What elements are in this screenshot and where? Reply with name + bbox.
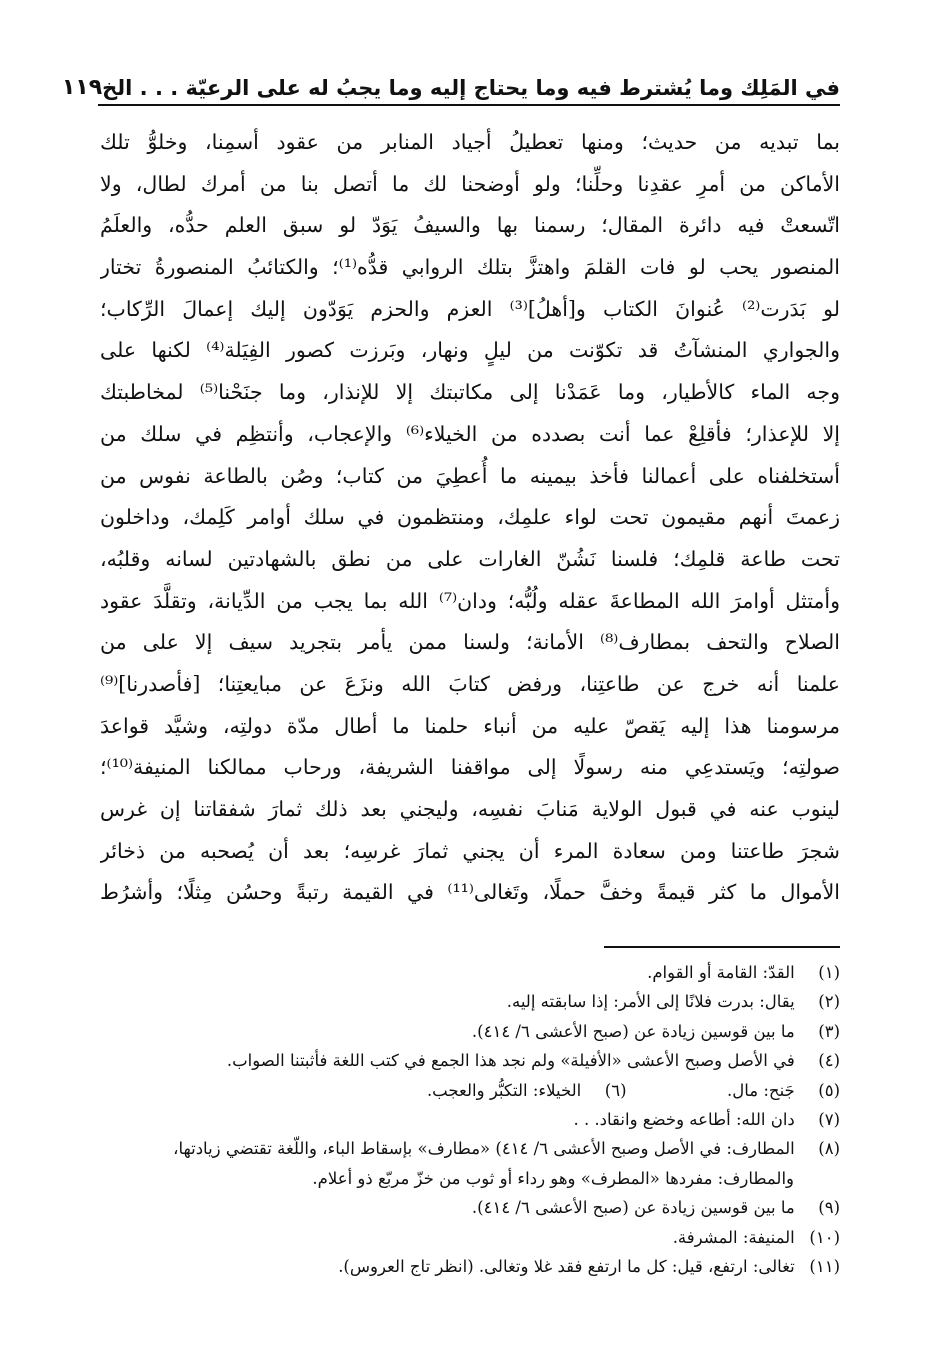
footnotes bbox=[100, 958, 840, 1281]
text-line: بما تبديه من حديث؛ ومنها تعطيلُ أجياد المنابر من عقود أسمِنا، وخلوُّ تلك bbox=[100, 130, 840, 154]
footnote-number: (٧) bbox=[818, 1109, 840, 1129]
footnote-number: (٨) bbox=[818, 1139, 840, 1159]
text-line: الأماكن من أمرِ عقدِنا وحلِّنا؛ ولو أوضحنا لك ما أتصل بنا من أمرك لطال، ولا bbox=[100, 171, 840, 196]
footnote-number: (٦) bbox=[604, 1080, 627, 1100]
header-divider bbox=[98, 104, 840, 106]
footnote-number: (٤) bbox=[818, 1051, 840, 1071]
footnote-text: جَنح: مال. bbox=[727, 1080, 795, 1100]
footnote bbox=[100, 1252, 840, 1281]
text-line: مرسومنا هذا إليه يَقصّ عليه من أنباء حلمنا ما أطال مدّة دولتِه، وشيَّد قواعدَ bbox=[100, 713, 840, 738]
footnote-text: القدّ: القامة أو القوام. bbox=[647, 963, 795, 982]
chapter-title: في المَلِك وما يُشترط فيه وما يحتاج إليه وما يجبُ له على الرعيّة . . . الخ bbox=[102, 76, 840, 100]
footnote-number: (١) bbox=[818, 963, 840, 982]
text-line: زعمتَ أنهم مقيمون تحت لواء علمِك، ومنتظمون في سلك أوامر كَلِمك، وداخلون bbox=[100, 505, 840, 530]
footnote-text: تغالى: ارتفع، قيل: كل ما ارتفع فقد غلا وتغالى. (انظر تاج العروس). bbox=[338, 1256, 795, 1276]
footnote-number: (١١) bbox=[809, 1256, 840, 1276]
footnote bbox=[100, 1046, 840, 1075]
footnote-text: في الأصل وصبح الأعشى «الأفيلة» ولم نجد هذا الجمع في كتب اللغة فأثبتنا الصواب. bbox=[226, 1051, 795, 1071]
text-line: والجواري المنشآتُ قد تكوّنت من ليلٍ ونهار، وبَرزت كصور الفِيَلة⁽⁴⁾ لكنها على bbox=[100, 338, 840, 363]
footnote-number: (٩) bbox=[818, 1198, 840, 1218]
footnote-number: (٣) bbox=[818, 1021, 840, 1041]
footnote bbox=[100, 1193, 840, 1222]
footnote-number: (٥) bbox=[818, 1080, 840, 1100]
footnote-number: (٢) bbox=[818, 992, 840, 1012]
footnote bbox=[100, 987, 840, 1016]
text-line: وجه الماء كالأطيار، وما عَمَدْنا إلى مكاتبتك إلا للإنذار، وما جنَحْنا⁽⁵⁾ لمخاطبتك bbox=[100, 380, 840, 405]
footnote bbox=[100, 958, 840, 987]
text-line: علمنا أنه خرج عن طاعتِنا، ورفض كتابَ الله ونزَعَ عن مبايعتِنا؛ [فأصدرنا]⁽⁹⁾ bbox=[100, 671, 840, 696]
footnote-text: ما بين قوسين زيادة عن (صبح الأعشى ٦/ ٤١٤). bbox=[471, 1021, 795, 1041]
footnote bbox=[100, 1076, 840, 1105]
text-line: الأموال ما كثر قيمةً وخفَّ حملًا، وتَغالى⁽¹¹⁾ في القيمة رتبةً وحسُن مِثلًا؛ وأشرُط bbox=[100, 880, 840, 905]
footnote-text: الخيلاء: التكبُّر والعجب. bbox=[426, 1080, 582, 1100]
footnote bbox=[100, 1105, 840, 1134]
page-number: ١١٩ bbox=[61, 75, 103, 100]
footnote-text: دان الله: أطاعه وخضع وانقاد. . . bbox=[573, 1109, 795, 1129]
footnote bbox=[100, 1223, 840, 1252]
text-line: تحت طاعة قلمِك؛ فلسنا نَشُنّ الغارات على من نطق بالشهادتين لسانه وقلبُه، bbox=[100, 546, 840, 571]
footnote-text: ما بين قوسين زيادة عن (صبح الأعشى ٦/ ٤١٤). bbox=[471, 1198, 795, 1218]
footnote-text: المنيفة: المشرفة. bbox=[672, 1227, 795, 1247]
footnote-text: المطارف: في الأصل وصبح الأعشى ٦/ ٤١٤) «مطارف» بإسقاط الباء، واللّغة تقتضي زيادتها، bbox=[173, 1139, 795, 1159]
footnote-text: يقال: بدرت فلانًا إلى الأمر: إذا سابقته إليه. bbox=[506, 992, 795, 1012]
footnote bbox=[100, 1017, 840, 1046]
footnote-text: والمطارف: مفردها «المطرف» وهو رداء أو ثوب من خزّ مربّع ذو أعلام. bbox=[312, 1168, 794, 1188]
text-line: إلا للإعذار؛ فأقلِعْ عما أنت بصدده من الخيلاء⁽⁶⁾ والإعجاب، وأنتظِم في سلك من bbox=[100, 421, 840, 446]
text-line: صولتِه؛ ويَستدعِي منه رسولًا إلى مواقفنا الشريفة، ورحاب ممالكنا المنيفة⁽¹⁰⁾؛ bbox=[100, 755, 840, 780]
footnote bbox=[100, 1134, 840, 1163]
text-line: الصلاح والتحف بمطارف⁽⁸⁾ الأمانة؛ ولسنا ممن يأمر بتجريد سيف إلا على من bbox=[100, 630, 840, 655]
text-line: لينوب عنه في قبول الولاية مَنابَ نفسِه، وليجني بعد ذلك ثمارَ شفقاتنا إن غرس bbox=[100, 797, 840, 821]
text-line: وأمتثل أوامرَ الله المطاعةَ عقله ولُبُّه؛ ودان⁽⁷⁾ الله بما يجب من الدِّيانة، وتقلَّدَ عقود bbox=[100, 588, 840, 613]
footnote-continuation bbox=[100, 1164, 840, 1193]
text-line: اتّسعتْ فيه دائرة المقال؛ رسمنا بها والسيفُ يَوَدّ لو سبق العلم حدُّه، والعلَمُ bbox=[100, 213, 840, 238]
text-line: أستخلفناه على أعمالنا فأخذ بيمينه ما أُعطِيَ من كتاب؛ وصُن بالطاعة نفوس من bbox=[100, 463, 840, 488]
text-line: لو بَدَرت⁽²⁾ عُنوانَ الكتاب و[أهلُ]⁽³⁾ العزم والحزم يَوَدّون إليك إعمالَ الرِّكاب؛ bbox=[100, 296, 840, 321]
text-line: المنصور يحب لو فات القلمَ واهتزَّ بتلك الروابي قدُّه⁽¹⁾؛ والكتائبُ المنصورةُ تختار bbox=[100, 255, 840, 280]
footnote-number: (١٠) bbox=[809, 1227, 840, 1247]
running-header bbox=[61, 60, 840, 100]
footnote-divider bbox=[604, 946, 840, 948]
main-text bbox=[100, 122, 840, 914]
text-line: شجرَ طاعتنا ومن سعادة المرء أن يجني ثمارَ غرسِه؛ بعد أن يُصحبه من ذخائر bbox=[100, 838, 840, 863]
